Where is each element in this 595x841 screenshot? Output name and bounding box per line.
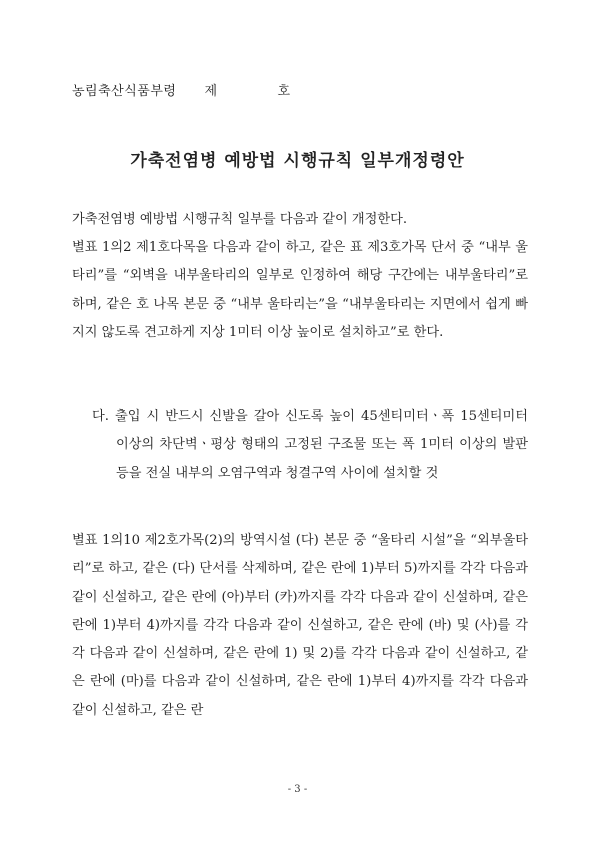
ordinance-number-prefix: 제 bbox=[204, 84, 218, 99]
ordinance-header bbox=[72, 80, 291, 99]
ordinance-name: 농림축산식품부령 bbox=[72, 84, 177, 99]
amendment-paragraph-1: 별표 1의2 제1호다목을 다음과 같이 하고, 같은 표 제3호가목 단서 중 “내부 울타리”를 “외벽을 내부울타리의 일부로 인정하여 해당 구간에는 내부울타리”로 하며, 같은 호 나목 본문 중 “내부 울타리는”을 “내부울타리는 지면에서 쉽게 빠지지 않도록 견고하게 지상 1미터 이상 높이로 설치하고”로 한다. bbox=[72, 240, 528, 340]
amendment-paragraph-2: 별표 1의10 제2호가목(2)의 방역시설 (다) 본문 중 “울타리 시설”을 “외부울타리”로 하고, 같은 (다) 단서를 삭제하며, 같은 란에 1)부터 5)까지를 각각 다음과 같이 신설하고, 같은 란에 (아)부터 (카)까지를 각각 다음과 같이 신설하며, 같은 란에 1)부터 4)까지를 각각 다음과 같이 신설하고, 같은 란에 (바) 및 (사)를 각각 다음과 같이 신설하며, 같은 란에 1) 및 2)를 각각 다음과 같이 신설하고, 같은 란에 (마)를 다음과 같이 신설하며, 같은 란에 1)부터 4)까지를 각각 다음과 같이 신설하고, 같은 란 bbox=[72, 533, 528, 718]
page-title: 가축전염병 예방법 시행규칙 일부개정령안 bbox=[130, 151, 465, 171]
page-number: - 3 - bbox=[287, 784, 308, 795]
intro-paragraph: 가축전염병 예방법 시행규칙 일부를 다음과 같이 개정한다. bbox=[72, 212, 408, 227]
ordinance-number-suffix: 호 bbox=[277, 84, 291, 99]
item-da-paragraph: 다. 출입 시 반드시 신발을 갈아 신도록 높이 45센티미터ㆍ폭 15센티미터 이상의 차단벽ㆍ평상 형태의 고정된 구조물 또는 폭 1미터 이상의 발판 등을 전실 내부의 오염구역과 청결구역 사이에 설치할 것 bbox=[92, 409, 528, 481]
